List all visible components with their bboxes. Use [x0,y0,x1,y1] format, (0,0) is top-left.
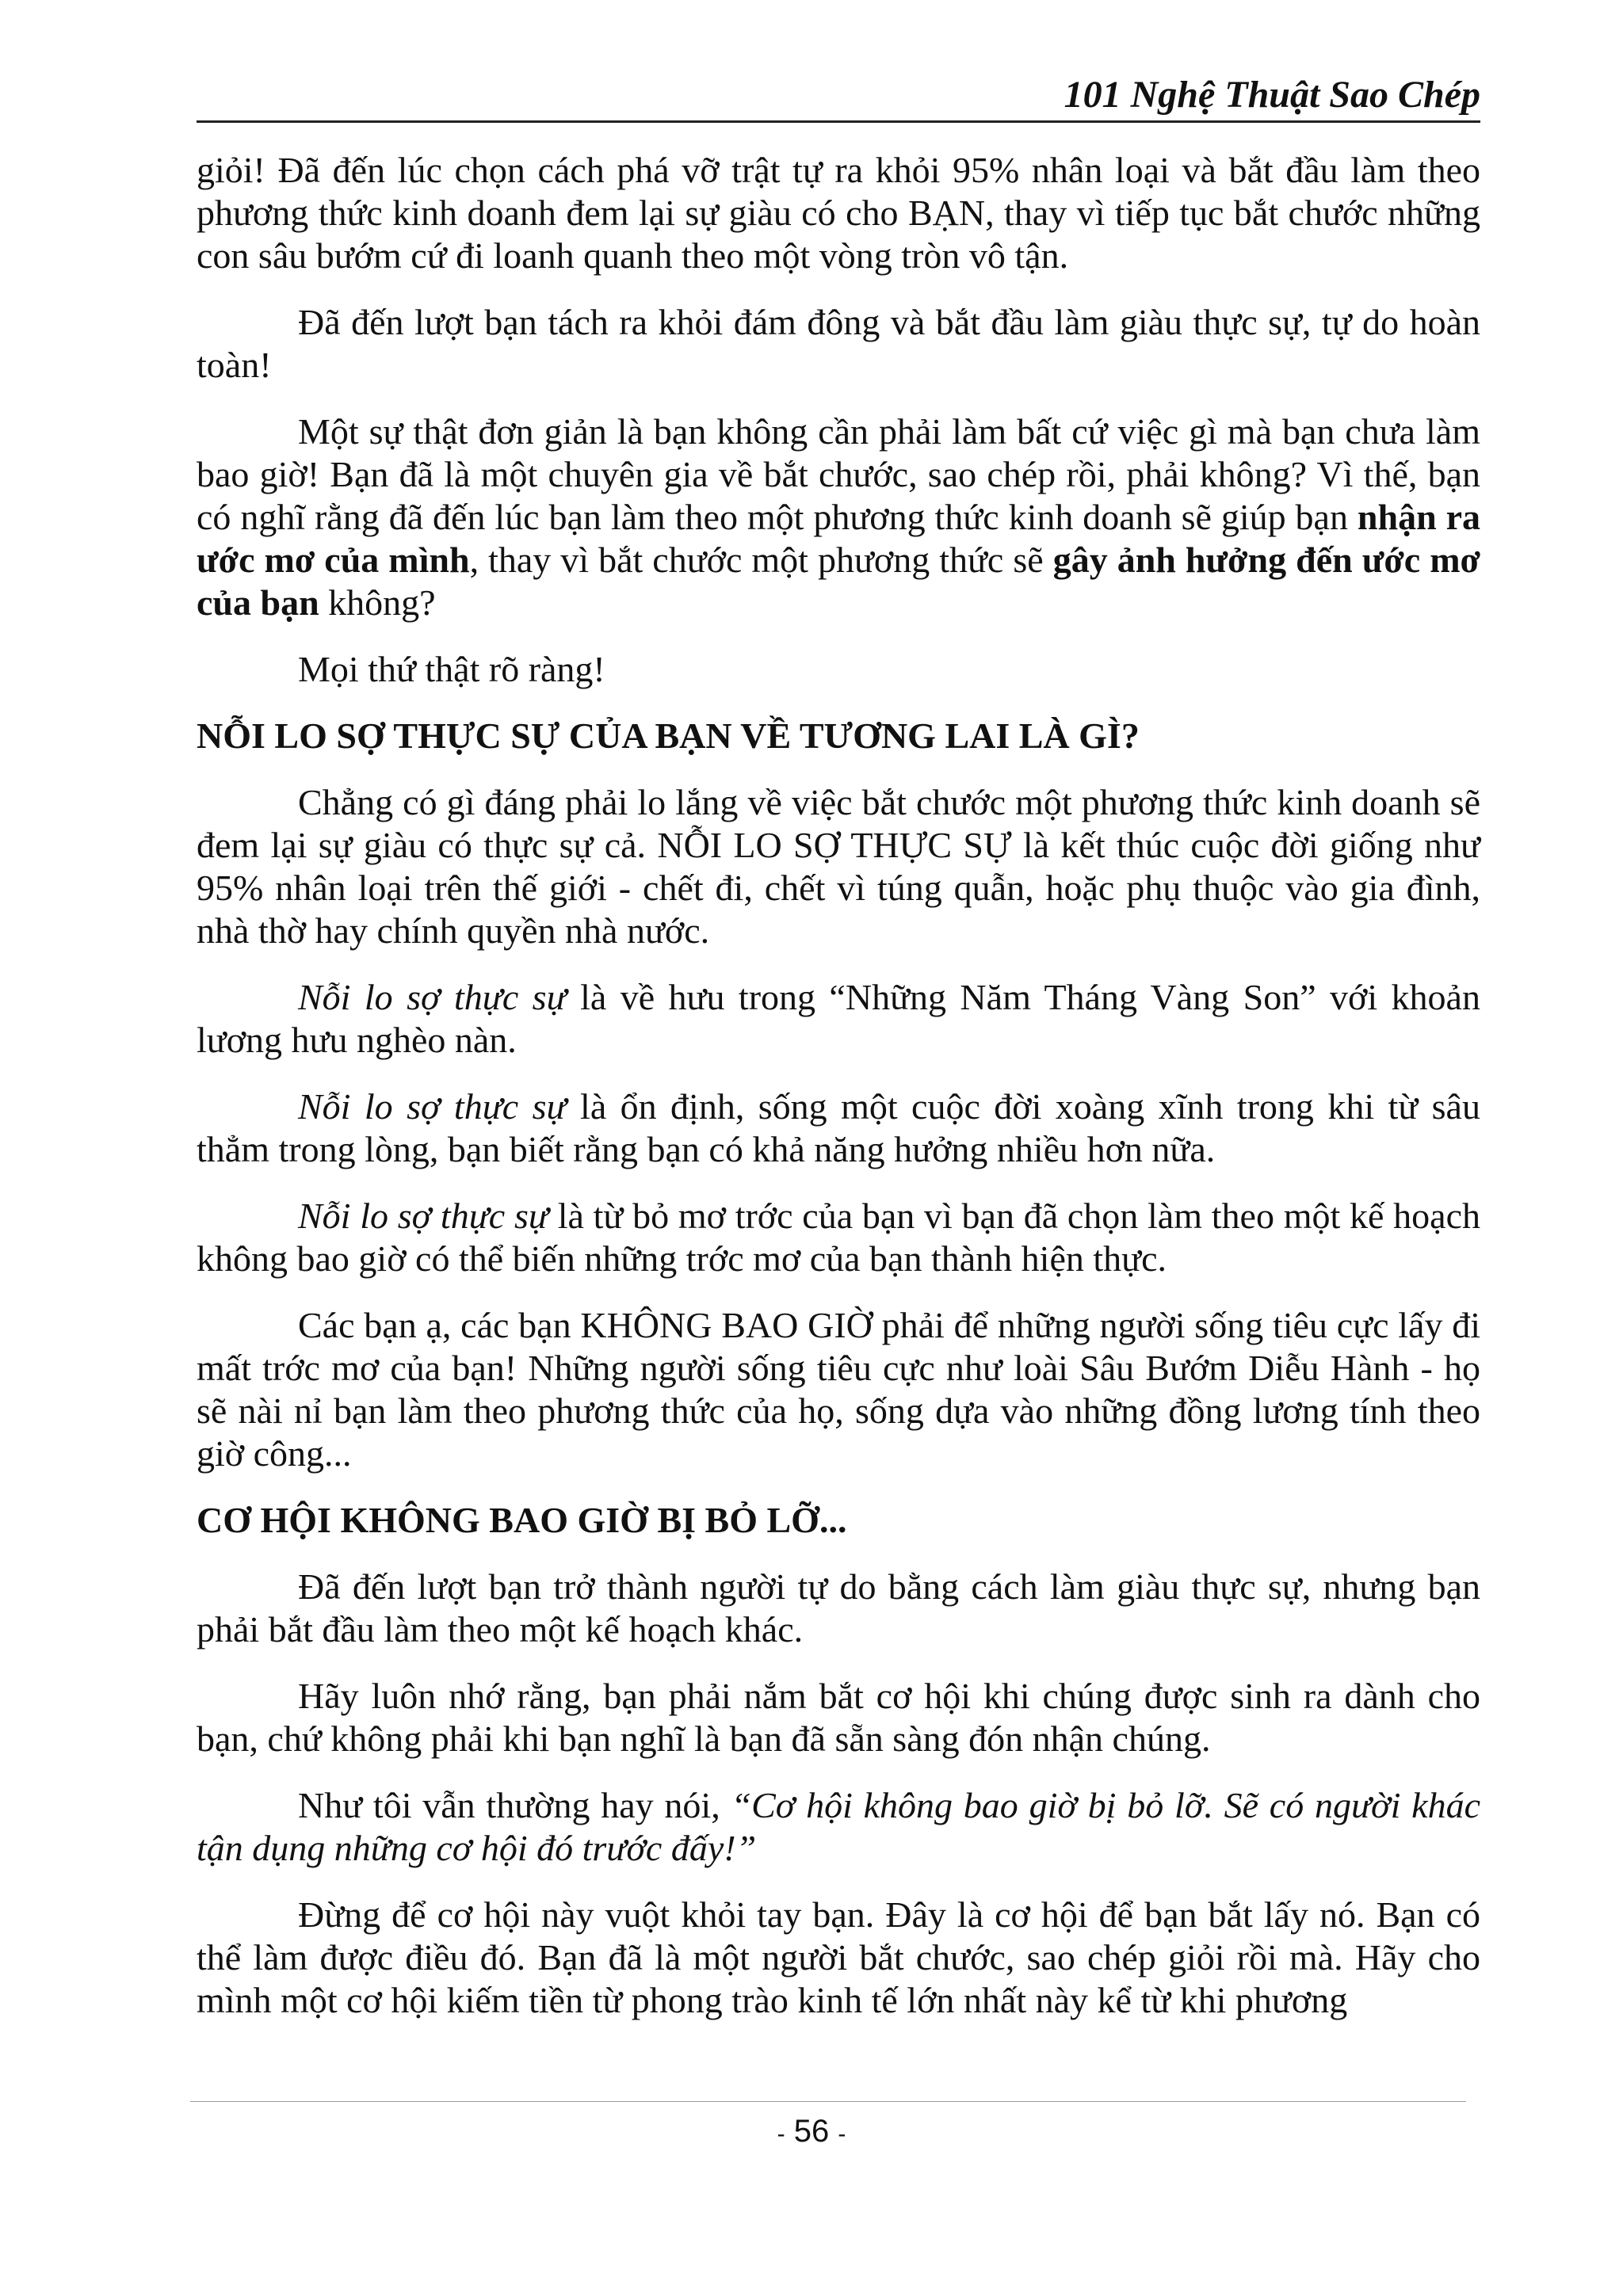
bold-phrase: nhận ra ước mơ của mình [197,497,1480,580]
italic-phrase: Nỗi lo sợ thực sự [298,1086,567,1127]
page-number-dash: - [838,2121,846,2147]
text-run: Như tôi vẫn thường hay nói, [298,1785,731,1825]
text-run: là ổn định, sống một cuộc đời xoàng xĩnh trong khi từ sâu thẳm trong lòng, bạn biết rằng bạn có khả năng hưởng nhiều hơn nữa. [197,1086,1480,1169]
paragraph: Đã đến lượt bạn tách ra khỏi đám đông và bắt đầu làm giàu thực sự, tự do hoàn toàn! [197,302,1480,385]
italic-phrase: Nỗi lo sợ thực sự [298,977,567,1017]
footer-divider [190,2101,1466,2102]
paragraph [197,976,1480,1062]
text-run: không? [319,582,436,623]
paragraph: Đừng để cơ hội này vuột khỏi tay bạn. Đây là cơ hội để bạn bắt lấy nó. Bạn có thể làm được điều đó. Bạn đã là một người bắt chước, sao chép giỏi rồi mà. Hãy cho mình một cơ hội kiếm tiền từ phong trào kinh tế lớn nhất này kể từ khi phương [197,1894,1480,2020]
paragraph: Hãy luôn nhớ rằng, bạn phải nắm bắt cơ hội khi chúng được sinh ra dành cho bạn, chứ không phải khi bạn nghĩ là bạn đã sẵn sàng đón nhận chúng. [197,1676,1480,1759]
page-number [0,2114,1623,2149]
paragraph: giỏi! Đã đến lúc chọn cách phá vỡ trật tự ra khỏi 95% nhân loại và bắt đầu làm theo phương thức kinh doanh đem lại sự giàu có cho BẠN, thay vì tiếp tục bắt chước những con sâu bướm cứ đi loanh quanh theo một vòng tròn vô tận. [197,150,1480,276]
paragraph: Mọi thứ thật rõ ràng! [298,649,605,689]
text-run: , thay vì bắt chước một phương thức sẽ [469,540,1053,580]
section-heading: NỖI LO SỢ THỰC SỰ CỦA BẠN VỀ TƯƠNG LAI LÀ GÌ? [197,715,1140,756]
page-number-value: 56 [793,2114,830,2149]
paragraph: Đã đến lượt bạn trở thành người tự do bằng cách làm giàu thực sự, nhưng bạn phải bắt đầu làm theo một kế hoạch khác. [197,1566,1480,1650]
text-run: là từ bỏ mơ trớc của bạn vì bạn đã chọn làm theo một kế hoạch không bao giờ có thể biến những trớc mơ của bạn thành hiện thực. [197,1196,1480,1279]
italic-phrase: Nỗi lo sợ thực sự [298,1196,548,1236]
paragraph [197,1085,1480,1171]
italic-quote: “Cơ hội không bao giờ bị bỏ lỡ. Sẽ có người khác tận dụng những cơ hội đó trước đấy!” [197,1785,1480,1868]
page-number-dash: - [777,2121,785,2147]
bold-phrase: gây ảnh hưởng đến ước mơ của bạn [197,540,1481,623]
paragraph: Chẳng có gì đáng phải lo lắng về việc bắt chước một phương thức kinh doanh sẽ đem lại sự giàu có thực sự cả. NỖI LO SỢ THỰC SỰ là kết thúc cuộc đời giống như 95% nhân loại trên thế giới - chết đi, chết vì túng quẫn, hoặc phụ thuộc vào gia đình, nhà thờ hay chính quyền nhà nước. [197,782,1480,951]
section-heading: CƠ HỘI KHÔNG BAO GIỜ BỊ BỎ LỠ... [197,1500,847,1540]
paragraph [197,410,1480,624]
page-body [197,149,1480,2046]
paragraph: Các bạn ạ, các bạn KHÔNG BAO GIỜ phải để những người sống tiêu cực lấy đi mất trớc mơ của bạn! Những người sống tiêu cực như loài Sâu Bướm Diễu Hành - họ sẽ nài nỉ bạn làm theo phương thức của họ, sống dựa vào những đồng lương tính theo giờ công... [197,1305,1480,1474]
paragraph [197,1195,1480,1280]
text-run: Một sự thật đơn giản là bạn không cần phải làm bất cứ việc gì mà bạn chưa làm bao giờ! Bạn đã là một chuyên gia về bắt chước, sao chép rồi, phải không? Vì thế, bạn có nghĩ rằng đã đến lúc bạn làm theo một phương thức kinh doanh sẽ giúp bạn [197,411,1480,537]
text-run: là về hưu trong “Những Năm Tháng Vàng Son” với khoản lương hưu nghèo nàn. [197,977,1480,1060]
paragraph [197,1784,1480,1870]
running-header-title: 101 Nghệ Thuật Sao Chép [1064,74,1480,116]
header-divider [197,120,1480,123]
